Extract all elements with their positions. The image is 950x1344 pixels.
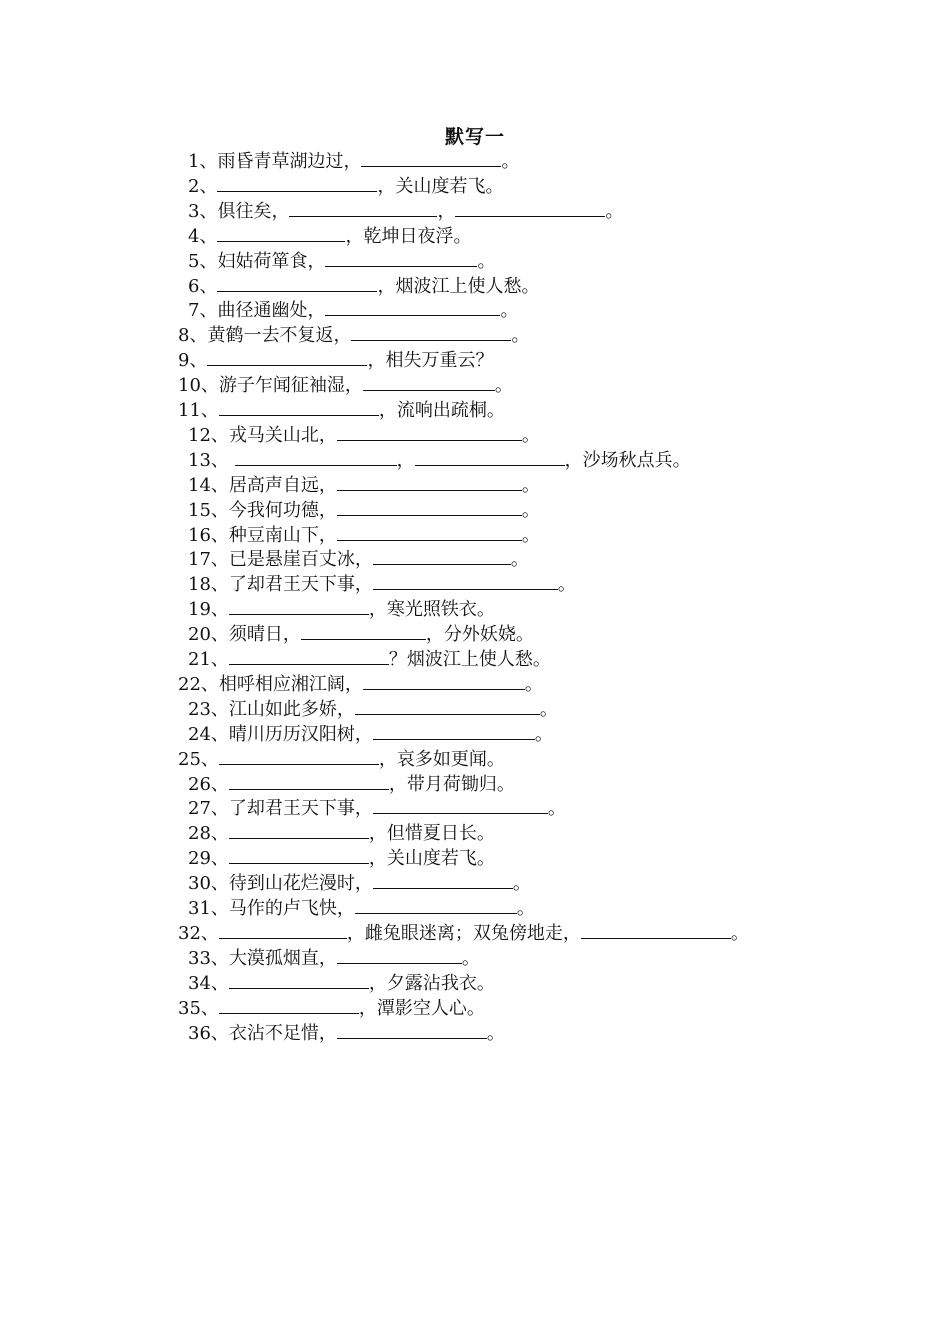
answer-blank[interactable]	[361, 148, 501, 167]
item-text: 2、	[188, 175, 218, 197]
answer-blank[interactable]	[229, 771, 389, 790]
item-text: 30、待到山花烂漫时，	[188, 873, 373, 895]
dictation-item	[188, 497, 540, 521]
item-text: ，关山度若飞。	[377, 175, 504, 197]
item-text: 12、戎马关山北，	[188, 424, 337, 446]
answer-blank[interactable]	[337, 945, 462, 964]
item-text: 32、	[178, 922, 219, 944]
item-text: 。	[500, 300, 519, 322]
item-text: 27、了却君王天下事，	[188, 798, 373, 820]
worksheet-title: 默写一	[444, 126, 505, 148]
item-text: ，沙场秋点兵。	[564, 449, 691, 471]
item-text: 。	[501, 151, 520, 172]
item-text: 。	[494, 375, 513, 397]
item-text: 18、了却君王天下事，	[188, 574, 373, 596]
answer-blank[interactable]	[355, 696, 540, 715]
item-text: ，相失万重云？	[367, 350, 494, 372]
dictation-item	[188, 820, 495, 844]
answer-blank[interactable]	[351, 322, 511, 341]
item-text: 17、已是悬崖百丈冰，	[188, 549, 373, 571]
item-text: 3、俱往矣，	[188, 200, 290, 222]
answer-blank[interactable]	[355, 895, 517, 914]
dictation-item	[188, 522, 540, 546]
item-text: 11、	[178, 400, 219, 421]
answer-blank[interactable]	[325, 248, 477, 267]
item-text: 。	[486, 1022, 505, 1044]
dictation-item	[178, 671, 543, 695]
item-text: 5、妇姑荷箪食，	[188, 250, 326, 272]
dictation-item	[188, 447, 691, 471]
item-text: 。	[521, 474, 540, 496]
item-text: 21、	[188, 649, 229, 670]
item-text: 。	[521, 424, 540, 446]
answer-blank[interactable]	[289, 198, 437, 217]
dictation-item	[188, 970, 495, 994]
dictation-item	[188, 422, 540, 446]
item-text: ，但惜夏日长。	[368, 823, 495, 845]
item-text: 28、	[188, 823, 229, 845]
item-text: ，带月荷锄归。	[388, 773, 515, 795]
item-text: ，潭影空人心。	[358, 997, 485, 1019]
item-text: ，夕露沾我衣。	[368, 972, 495, 994]
dictation-item	[188, 895, 535, 919]
item-text: ，哀多如更闻。	[378, 748, 505, 770]
answer-blank[interactable]	[301, 621, 426, 640]
dictation-item	[178, 397, 505, 421]
item-text: 。	[510, 549, 529, 571]
item-text: 。	[521, 524, 540, 546]
item-text: 6、	[188, 275, 218, 297]
dictation-item	[188, 771, 515, 795]
dictation-item	[188, 646, 551, 670]
item-text: ，关山度若飞。	[368, 848, 495, 870]
answer-blank[interactable]	[235, 447, 397, 466]
answer-blank[interactable]	[229, 820, 369, 839]
dictation-item	[188, 1020, 505, 1044]
dictation-item	[188, 795, 566, 819]
dictation-item	[188, 472, 540, 496]
dictation-item	[188, 148, 519, 172]
item-text: ，雌兔眼迷离；双兔傍地走，	[346, 922, 581, 944]
item-text: 。	[534, 723, 553, 745]
dictation-item	[188, 248, 495, 272]
item-text: 26、	[188, 773, 229, 795]
item-text: 33、大漠孤烟直，	[188, 947, 337, 969]
answer-blank[interactable]	[217, 173, 377, 192]
dictation-item	[178, 995, 485, 1019]
answer-blank[interactable]	[207, 347, 367, 366]
item-text: ，	[396, 449, 415, 471]
item-text: 15、今我何功德，	[188, 499, 337, 521]
answer-blank[interactable]	[217, 223, 345, 242]
dictation-item	[188, 571, 576, 595]
answer-blank[interactable]	[219, 397, 379, 416]
item-text: 22、相呼相应湘江阔，	[178, 673, 363, 695]
item-text: ，	[437, 200, 456, 222]
answer-blank[interactable]	[373, 571, 558, 590]
answer-blank[interactable]	[363, 671, 525, 690]
item-text: 35、	[178, 997, 219, 1019]
dictation-item	[178, 920, 749, 944]
dictation-item	[188, 696, 558, 720]
item-text: 23、江山如此多娇，	[188, 698, 355, 720]
item-text: 20、须晴日，	[188, 624, 301, 646]
item-text: 19、	[188, 599, 229, 621]
answer-blank[interactable]	[373, 870, 513, 889]
dictation-item	[188, 721, 553, 745]
answer-blank[interactable]	[219, 746, 379, 765]
item-text: 25、	[178, 748, 219, 770]
dictation-item	[188, 173, 503, 197]
answer-blank[interactable]	[229, 646, 389, 665]
answer-blank[interactable]	[373, 721, 535, 740]
answer-blank[interactable]	[219, 920, 347, 939]
item-text: 。	[730, 922, 749, 944]
answer-blank[interactable]	[337, 1020, 487, 1039]
answer-blank[interactable]	[325, 297, 500, 316]
answer-blank[interactable]	[337, 522, 522, 541]
answer-blank[interactable]	[455, 198, 605, 217]
answer-blank[interactable]	[373, 795, 548, 814]
dictation-item	[188, 223, 471, 247]
item-text: 。	[512, 873, 531, 895]
answer-blank[interactable]	[337, 497, 522, 516]
dictation-item	[188, 546, 529, 570]
item-text: 。	[524, 673, 543, 695]
item-text: 4、	[188, 225, 218, 247]
dictation-item	[188, 845, 495, 869]
item-text: ？烟波江上使人愁。	[388, 649, 551, 670]
item-text: 10、游子乍闻征袖湿，	[178, 375, 363, 397]
item-text: 。	[539, 698, 558, 720]
answer-blank[interactable]	[363, 372, 495, 391]
dictation-item	[188, 621, 534, 645]
dictation-item	[178, 322, 529, 346]
dictation-item	[188, 273, 539, 297]
item-text: 1、雨昏青草湖边过，	[188, 151, 362, 172]
answer-blank[interactable]	[581, 920, 731, 939]
item-text: 。	[511, 325, 530, 347]
item-text: 13、	[188, 449, 235, 471]
item-text: 。	[477, 250, 496, 272]
answer-blank[interactable]	[219, 995, 359, 1014]
item-text: 16、种豆南山下，	[188, 524, 337, 546]
dictation-item	[188, 945, 480, 969]
answer-blank[interactable]	[373, 546, 511, 565]
dictation-item	[188, 596, 495, 620]
dictation-item	[178, 372, 513, 396]
item-text: 34、	[188, 972, 229, 994]
item-text: 7、曲径通幽处，	[188, 300, 326, 322]
dictation-item	[178, 347, 493, 371]
item-text: 8、黄鹤一去不复返，	[178, 325, 352, 347]
item-text: ，烟波江上使人愁。	[377, 275, 540, 297]
item-text: 36、衣沾不足惜，	[188, 1022, 337, 1044]
item-text: 。	[547, 798, 566, 820]
item-text: 。	[461, 947, 480, 969]
item-text: ，乾坤日夜浮。	[345, 225, 472, 247]
item-text: 9、	[178, 350, 208, 372]
dictation-item	[178, 746, 505, 770]
item-text: 。	[521, 499, 540, 521]
item-text: 。	[605, 200, 624, 222]
dictation-item	[188, 198, 623, 222]
item-text: 。	[516, 898, 535, 919]
item-text: 31、马作的卢飞快，	[188, 898, 355, 919]
answer-blank[interactable]	[229, 845, 369, 864]
item-text: 24、晴川历历汉阳树，	[188, 723, 373, 745]
item-text: 14、居高声自远，	[188, 474, 337, 496]
answer-blank[interactable]	[217, 273, 377, 292]
dictation-item	[188, 870, 531, 894]
answer-blank[interactable]	[337, 422, 522, 441]
item-text: 29、	[188, 848, 229, 870]
answer-blank[interactable]	[229, 596, 369, 615]
answer-blank[interactable]	[229, 970, 369, 989]
item-text: ，寒光照铁衣。	[368, 599, 495, 621]
dictation-item	[188, 297, 518, 321]
item-text: 。	[557, 574, 576, 596]
item-text: ，分外妖娆。	[425, 624, 534, 646]
answer-blank[interactable]	[337, 472, 522, 491]
answer-blank[interactable]	[415, 447, 565, 466]
item-text: ，流响出疏桐。	[378, 400, 505, 421]
